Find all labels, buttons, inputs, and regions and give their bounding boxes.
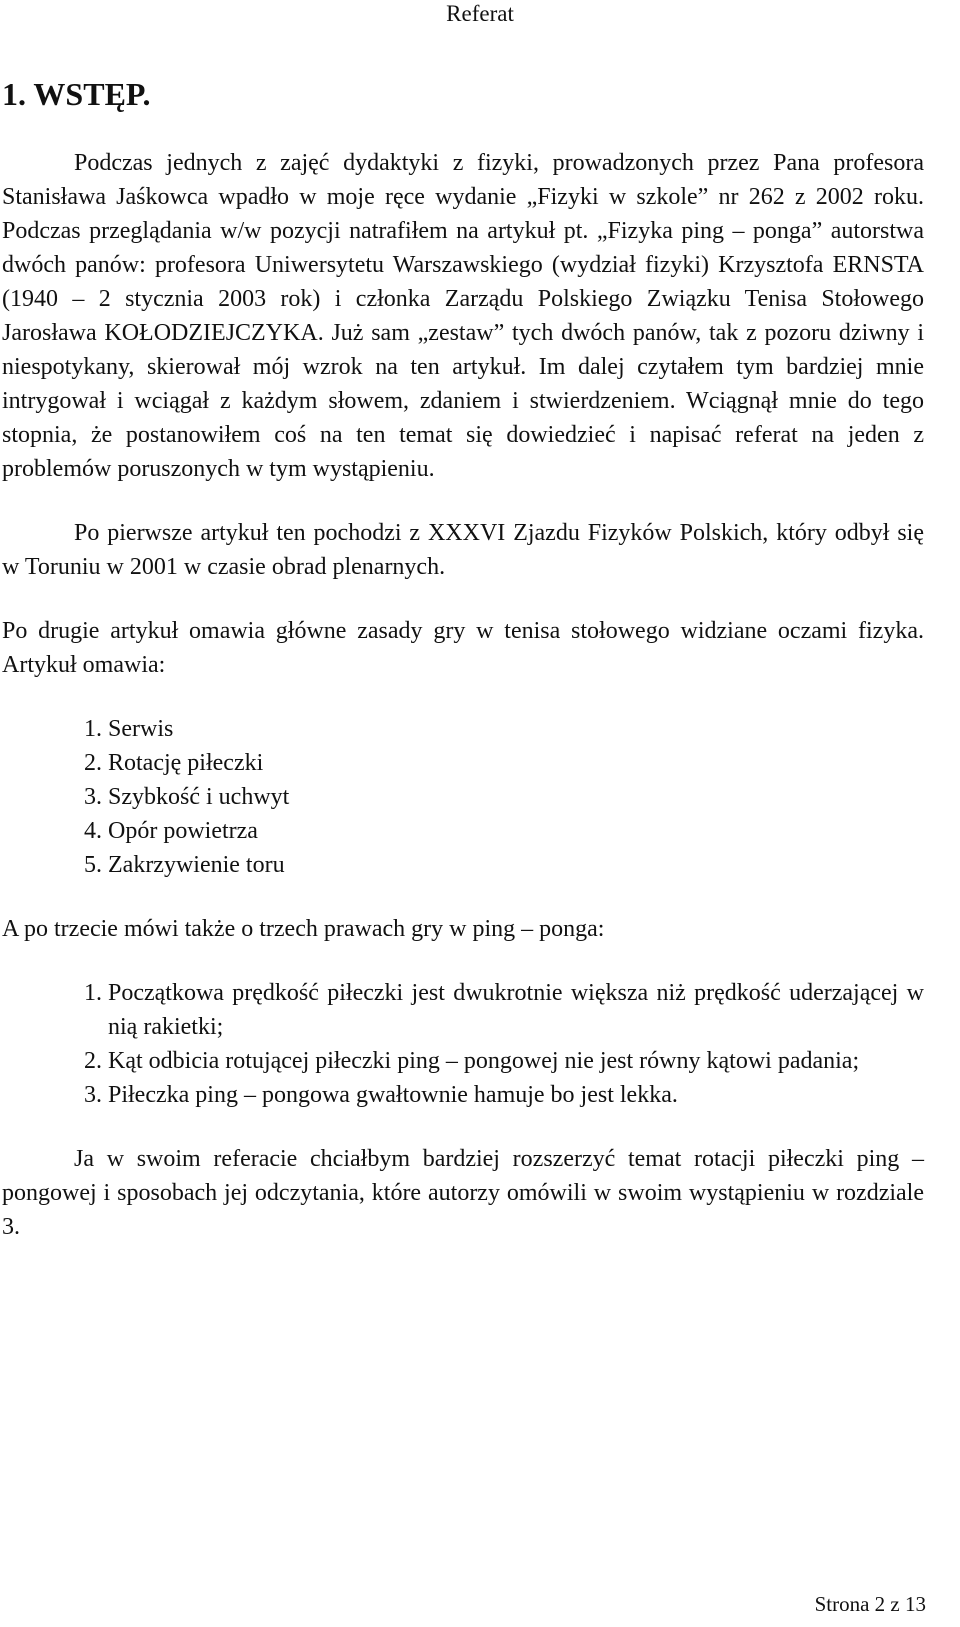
section-heading: 1. WSTĘP. [2,76,151,112]
list-item: 1. Początkowa prędkość piłeczki jest dwukrotnie większa niż prędkość uderzającej w nią rakietki; [108,976,924,1044]
list-item: 3. Piłeczka ping – pongowa gwałtownie hamuje bo jest lekka. [108,1078,924,1112]
paragraph-second-point: Po drugie artykuł omawia główne zasady gry w tenisa stołowego widziane oczami fizyka. Artykuł omawia: [2,618,924,678]
list-item: 3. Szybkość i uchwyt [108,780,924,814]
list-item: 5. Zakrzywienie toru [108,848,924,882]
laws-list [2,976,924,1112]
paragraph-conclusion: Ja w swoim referacie chciałbym bardziej rozszerzyć temat rotacji piłeczki ping – pongowej i sposobach jej odczytania, które autorzy omówili w swoim wystąpieniu w rozdziale 3. [2,1146,924,1240]
list-item: 1. Serwis [108,712,924,746]
paragraph-intro: Podczas jednych z zajęć dydaktyki z fizyki, prowadzonych przez Pana profesora Stanisława Jaśkowca wpadło w moje ręce wydanie „Fizyki w szkole” nr 262 z 2002 roku. Podczas przeglądania w/w pozycji natrafiłem na artykuł pt. „Fizyka ping – ponga” autorstwa dwóch panów: profesora Uniwersytetu Warszawskiego (wydział fizyki) Krzysztofa ERNSTA (1940 – 2 stycznia 2003 rok) i członka Zarządu Polskiego Związku Tenisa Stołowego Jarosława KOŁODZIEJCZYKA. Już sam „zestaw” tych dwóch panów, tak z pozoru dziwny i niespotykany, skierował mój wzrok na ten artykuł. Im dalej czytałem tym bardziej mnie intrygował i wciągał z każdym słowem, zdaniem i stwierdzeniem. Wciągnął mnie do tego stopnia, że postanowiłem coś na ten temat się dowiedzieć i napisać referat na jeden z problemów poruszonych w tym wystąpieniu. [2,150,924,482]
paragraph-third-point: A po trzecie mówi także o trzech prawach gry w ping – ponga: [2,916,605,942]
paragraph-first-point: Po pierwsze artykuł ten pochodzi z XXXVI Zjazdu Fizyków Polskich, który odbył się w Toruniu w 2001 w czasie obrad plenarnych. [2,520,924,580]
list-item: 2. Rotację piłeczki [108,746,924,780]
article-topics-list [2,712,924,882]
running-header: Referat [446,1,514,26]
document-body [2,72,924,1244]
page-number: Strona 2 z 13 [814,1592,926,1616]
list-item: 2. Kąt odbicia rotującej piłeczki ping – pongowej nie jest równy kątowi padania; [108,1044,924,1078]
list-item: 4. Opór powietrza [108,814,924,848]
